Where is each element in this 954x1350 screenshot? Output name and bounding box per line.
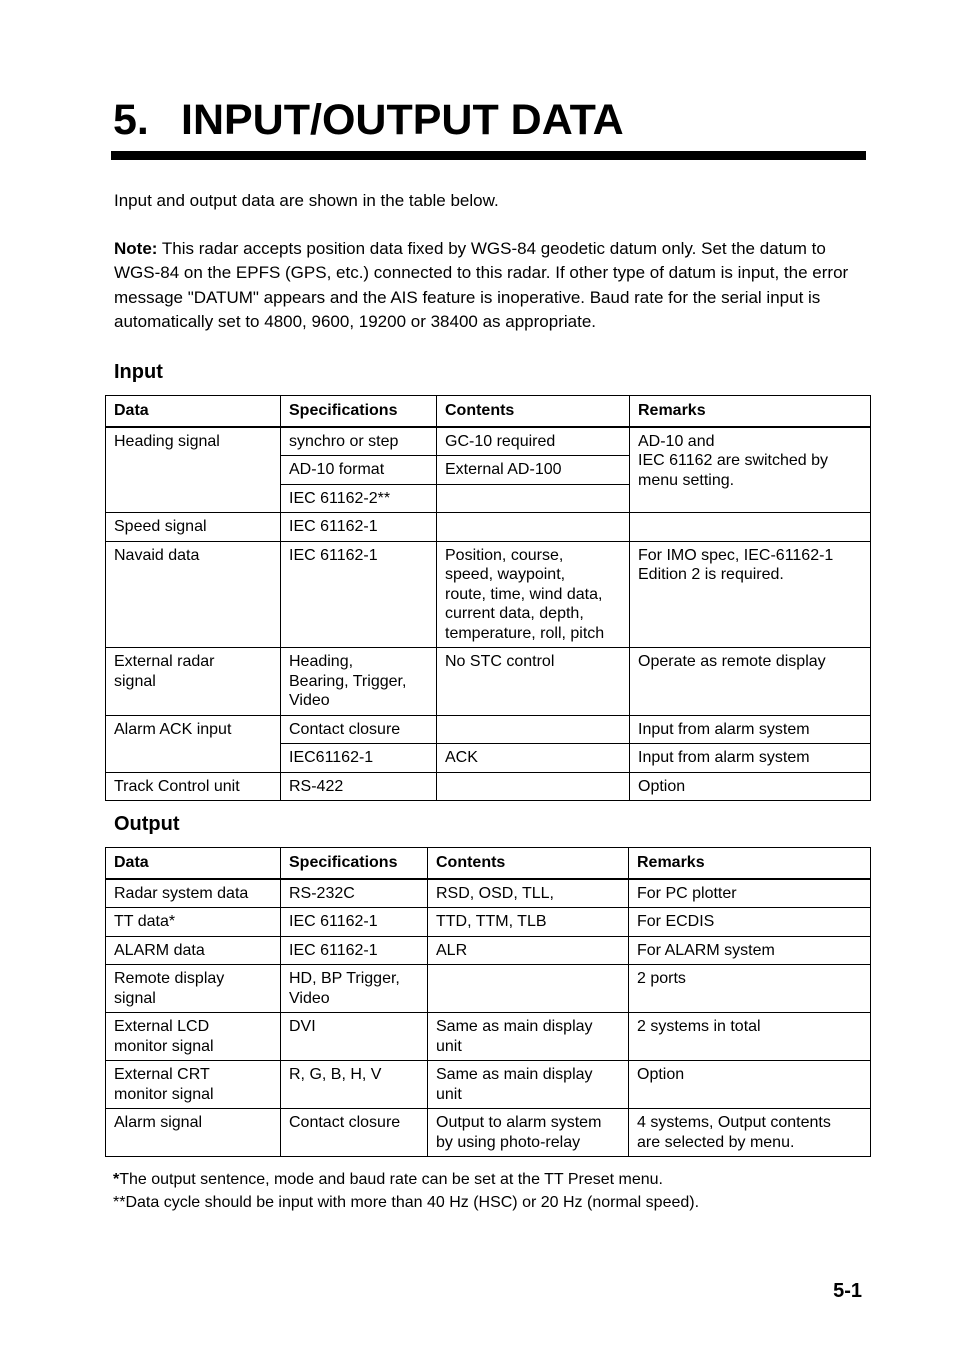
footnote-data-cycle: **Data cycle should be input with more than 40 Hz (HSC) or 20 Hz (normal speed).	[113, 1194, 700, 1211]
table-cell: TTD, TTM, TLB	[428, 908, 629, 937]
table-cell: Option	[630, 772, 871, 801]
table-cell: For ECDIS	[629, 908, 871, 937]
table-cell: TT data*	[106, 908, 281, 937]
column-header: Remarks	[629, 848, 871, 879]
table-cell: synchro or step	[281, 427, 437, 456]
footnote-tt	[113, 1168, 699, 1191]
column-header: Remarks	[630, 396, 871, 427]
table-cell: AD-10 and IEC 61162 are switched by menu setting.	[630, 427, 871, 513]
table-cell: IEC 61162-1	[281, 541, 437, 648]
table-row	[106, 1013, 871, 1061]
table-cell: ACK	[437, 744, 630, 773]
table-cell: RSD, OSD, TLL,	[428, 879, 629, 908]
table-cell: GC-10 required	[437, 427, 630, 456]
table-cell	[428, 965, 629, 1013]
table-cell: External CRT monitor signal	[106, 1061, 281, 1109]
table-cell: RS-422	[281, 772, 437, 801]
table-cell: External AD-100	[437, 456, 630, 485]
table-cell: Track Control unit	[106, 772, 281, 801]
table-cell: External radar signal	[106, 648, 281, 716]
table-cell: Output to alarm system by using photo-relay	[428, 1109, 629, 1157]
output-heading: Output	[114, 813, 180, 835]
table-row	[106, 965, 871, 1013]
table-row	[106, 1109, 871, 1157]
table-cell: IEC 61162-2**	[281, 484, 437, 513]
table-cell: 4 systems, Output contents are selected by menu.	[629, 1109, 871, 1157]
table-cell: Contact closure	[281, 1109, 428, 1157]
table-cell: Radar system data	[106, 879, 281, 908]
page-title	[113, 92, 624, 148]
chapter-number: 5.	[113, 96, 149, 144]
table-cell: IEC61162-1	[281, 744, 437, 773]
note-paragraph	[114, 237, 874, 334]
table-cell: IEC 61162-1	[281, 908, 428, 937]
intro-text: Input and output data are shown in the table below.	[114, 191, 499, 210]
table-row	[106, 648, 871, 716]
table-cell: IEC 61162-1	[281, 936, 428, 965]
table-cell: 2 systems in total	[629, 1013, 871, 1061]
table-cell: Same as main display unit	[428, 1013, 629, 1061]
table-cell: ALR	[428, 936, 629, 965]
column-header: Specifications	[281, 848, 428, 879]
chapter-title: INPUT/OUTPUT DATA	[181, 96, 624, 144]
table-row	[106, 908, 871, 937]
column-header: Data	[106, 848, 281, 879]
table-row	[106, 513, 871, 542]
table-cell: Operate as remote display	[630, 648, 871, 716]
table-row	[106, 936, 871, 965]
table-cell: No STC control	[437, 648, 630, 716]
table-cell: DVI	[281, 1013, 428, 1061]
table-cell: Position, course, speed, waypoint, route, time, wind data, current data, depth, temperature, roll, pitch	[437, 541, 630, 648]
table-cell: Contact closure	[281, 715, 437, 744]
table-cell: Heading signal	[106, 427, 281, 513]
note-text: This radar accepts position data fixed by WGS-84 geodetic datum only. Set the datum to WGS-84 on the EPFS (GPS, etc.) connected to this radar. If other type of datum is input, the error message "DATUM" appears and the AIS feature is inoperative. Baud rate for the serial input is automatically set to 4800, 9600, 19200 or 38400 as appropriate.	[114, 239, 849, 331]
column-header: Data	[106, 396, 281, 427]
table-row	[106, 541, 871, 648]
table-row	[106, 715, 871, 744]
table-cell: Remote display signal	[106, 965, 281, 1013]
table-cell: IEC 61162-1	[281, 513, 437, 542]
table-cell: Speed signal	[106, 513, 281, 542]
table-cell: Alarm signal	[106, 1109, 281, 1157]
table-row	[106, 772, 871, 801]
page-number: 5-1	[833, 1280, 862, 1302]
table-cell: Navaid data	[106, 541, 281, 648]
column-header: Contents	[428, 848, 629, 879]
table-cell: Input from alarm system	[630, 715, 871, 744]
title-rule	[111, 151, 866, 160]
table-cell: RS-232C	[281, 879, 428, 908]
input-table	[105, 395, 871, 801]
footnote-text: The output sentence, mode and baud rate can be set at the TT Preset menu.	[119, 1171, 663, 1188]
input-heading: Input	[114, 361, 163, 383]
table-cell	[630, 513, 871, 542]
table-cell: 2 ports	[629, 965, 871, 1013]
table-cell: ALARM data	[106, 936, 281, 965]
table-cell: For ALARM system	[629, 936, 871, 965]
table-cell	[437, 513, 630, 542]
table-cell: R, G, B, H, V	[281, 1061, 428, 1109]
table-cell: External LCD monitor signal	[106, 1013, 281, 1061]
column-header: Contents	[437, 396, 630, 427]
output-header-row	[106, 848, 871, 879]
table-cell: Option	[629, 1061, 871, 1109]
table-cell	[437, 715, 630, 744]
table-cell: For PC plotter	[629, 879, 871, 908]
column-header: Specifications	[281, 396, 437, 427]
table-cell	[437, 772, 630, 801]
table-row	[106, 427, 871, 456]
table-cell: For IMO spec, IEC-61162-1 Edition 2 is required.	[630, 541, 871, 648]
table-cell: AD-10 format	[281, 456, 437, 485]
table-row	[106, 879, 871, 908]
table-cell: Heading, Bearing, Trigger, Video	[281, 648, 437, 716]
table-cell: Same as main display unit	[428, 1061, 629, 1109]
footnotes	[113, 1168, 699, 1214]
input-header-row	[106, 396, 871, 427]
table-cell: HD, BP Trigger, Video	[281, 965, 428, 1013]
table-row	[106, 1061, 871, 1109]
table-cell: Input from alarm system	[630, 744, 871, 773]
output-table	[105, 847, 871, 1157]
table-cell: Alarm ACK input	[106, 715, 281, 772]
footnote-mark: *	[113, 1171, 120, 1188]
table-cell	[437, 484, 630, 513]
note-label: Note:	[114, 239, 158, 258]
